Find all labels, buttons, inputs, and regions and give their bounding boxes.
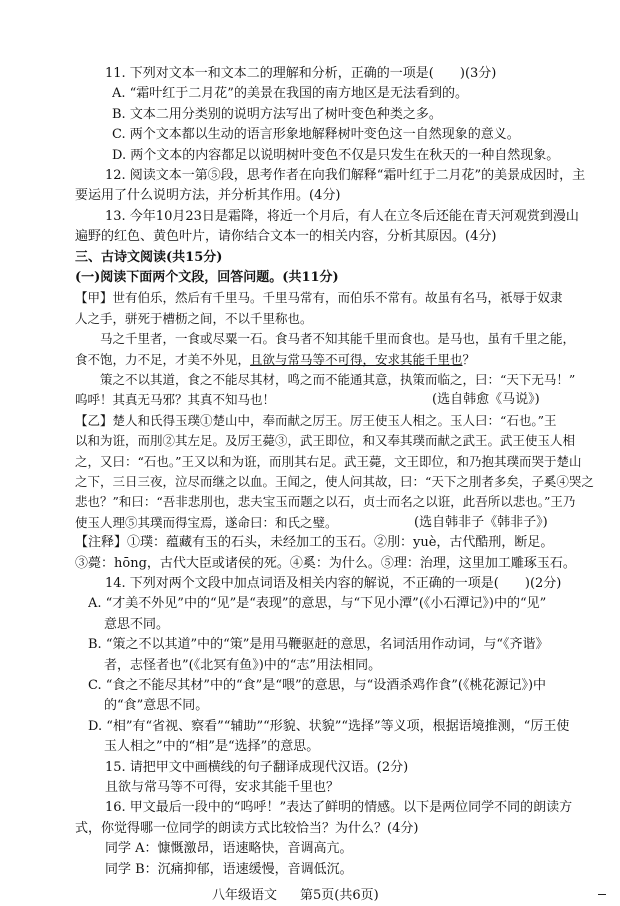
q12-line2: 要运用了什么说明方法，并分析其作用。(4分) xyxy=(75,188,341,204)
jia-p1-line1: 【甲】世有伯乐，然后有千里马。千里马常有，而伯乐不常有。故虽有名马，祇辱于奴隶 xyxy=(75,290,563,306)
q16-line2: 式，你觉得哪一位同学的朗读方式比较恰当？为什么？(4分) xyxy=(75,820,419,836)
jia-underlined-sentence: 且欲与常马等不可得，安求其能千里也 xyxy=(250,351,463,367)
q14-option-a-line1: A. “才美不外见”中的“见”是“表现”的意思，与“下见小潭”(《小石潭记》)中的“见” xyxy=(88,596,547,612)
yi-line3: 之，又曰：“石也。”王又以和为诳，而刖其右足。武王薨，文王即位，和乃抱其璞而哭于楚山 xyxy=(75,453,582,469)
q13-line2: 遍野的红色、黄色叶片，请你结合文本一的相关内容，分析其原因。(4分) xyxy=(75,229,497,245)
q16-option-b: 同学 B：沉痛抑郁，语速缓慢，音调低沉。 xyxy=(105,861,353,877)
notes-line1: 【注释】①璞：蕴藏有玉的石头，未经加工的玉石。②刖：yuè，古代酷刑，断足。 xyxy=(75,535,554,551)
q14-option-c-line2: 的“食”意思不同。 xyxy=(104,698,209,714)
section3-subtitle: (一)阅读下面两个文段，回答问题。(共11分) xyxy=(75,270,339,285)
q11-option-c: C. 两个文本都以生动的语言形象地解释树叶变色这一自然现象的意义。 xyxy=(112,127,520,143)
yi-line2: 以和为诳，而刖②其左足。及厉王薨③，武王即位，和又奉其璞而献之武王。武王使玉人相 xyxy=(75,433,576,449)
margin-mark xyxy=(598,894,606,895)
q14-option-c-line1: C. “食之不能尽其材”中的“食”是“喂”的意思，与“设酒杀鸡作食”(《桃花源记》)中 xyxy=(88,678,547,693)
q14-option-d-line2: 玉人相之”中的“相”是“选择”的意思。 xyxy=(104,739,320,755)
jia-source: (选自韩愈《马说》) xyxy=(432,392,540,408)
yi-line5: 悲也？”和曰：“吾非悲刖也，悲夫宝玉而题之以石，贞士而名之以诳，此吾所以悲也。”王乃 xyxy=(75,494,576,510)
q12-line1: 12. 阅读文本一第⑤段，思考作者在向我们解释“霜叶红于二月花”的美景成因时，主 xyxy=(105,168,586,183)
yi-source: (选自韩非子《韩非子》) xyxy=(414,514,548,530)
jia-p1-line2: 人之手，骈死于槽枥之间，不以千里称也。 xyxy=(75,310,313,326)
jia-p2-line1: 马之千里者，一食或尽粟一石。食马者不知其能千里而食也。是马也，虽有千里之能， xyxy=(100,331,576,347)
q14-option-b-line2: 者，志怪者也”(《北冥有鱼》)中的“志”用法相同。 xyxy=(104,657,382,673)
q11-option-a: A. “霜叶红于二月花”的美景在我国的南方地区是无法看到的。 xyxy=(112,86,468,102)
yi-line1: 【乙】楚人和氏得玉璞①楚山中，奉而献之厉王。厉王使玉人相之。玉人曰：“石也。”王 xyxy=(75,412,557,428)
footer-subject: 八年级语文 xyxy=(212,888,278,903)
yi-line6: 使玉人理⑤其璞而得宝焉，遂命曰：和氏之璧。 xyxy=(75,514,338,530)
notes-line2: ③薨：hōng，古代大臣或诸侯的死。④奚：为什么。⑤理：治理，这里加工雕琢玉石。 xyxy=(75,555,576,571)
footer-page-number: 第5页(共6页) xyxy=(300,888,379,903)
jia-p2-line2 xyxy=(75,350,475,370)
q15-stem: 15. 请把甲文中画横线的句子翻译成现代汉语。(2分) xyxy=(105,759,409,775)
q14-stem: 14. 下列对两个文段中加点词语及相关内容的解说，不正确的一项是( )(2分) xyxy=(105,576,562,591)
q14-option-d-line1: D. “相”有“省视、察看”“辅助”“形貌、状貌”“选择”等义项，根据语境推测，“厉王使 xyxy=(88,718,570,734)
q13-line1: 13. 今年10月23日是霜降，将近一个月后，有人在立冬后还能在青天河观赏到漫山 xyxy=(105,208,579,224)
q11-option-b: B. 文本二用分类别的说明方法写出了树叶变色种类之多。 xyxy=(112,106,442,122)
q16-option-a: 同学 A：慷慨激昂，语速略快，音调高亢。 xyxy=(105,841,353,857)
q16-line1: 16. 甲文最后一段中的“呜呼！”表达了鲜明的情感。以下是两位同学不同的朗读方 xyxy=(105,800,573,816)
jia-p3-line2: 呜呼！其真无马邪？其真不知马也！ xyxy=(75,392,276,408)
q11-option-d: D. 两个文本的内容都足以说明树叶变色不仅是只发生在秋天的一种自然现象。 xyxy=(112,147,560,163)
yi-line4: 之下，三日三夜，泣尽而继之以血。王闻之，使人问其故，曰：“天下之刖者多矣，子奚④哭之 xyxy=(75,474,594,489)
jia-p2-line2-end: ？ xyxy=(462,351,476,367)
q11-stem: 11. 下列对文本一和文本二的理解和分析，正确的一项是( )(3分) xyxy=(105,66,497,81)
q15-sentence: 且欲与常马等不可得，安求其能千里也？ xyxy=(105,780,340,795)
q14-option-a-line2: 意思不同。 xyxy=(104,616,170,632)
section3-title: 三、古诗文阅读(共15分) xyxy=(75,249,223,265)
jia-p3-line1: 策之不以其道，食之不能尽其材，鸣之而不能通其意，执策而临之，曰：“天下无马！” xyxy=(100,372,576,387)
q14-option-b-line1: B. “策之不以其道”中的“策”是用马鞭驱赶的意思，名词活用作动词，与“《齐谐》 xyxy=(88,637,549,653)
jia-p2-line2-start: 食不饱，力不足，才美不外见， xyxy=(75,351,251,367)
